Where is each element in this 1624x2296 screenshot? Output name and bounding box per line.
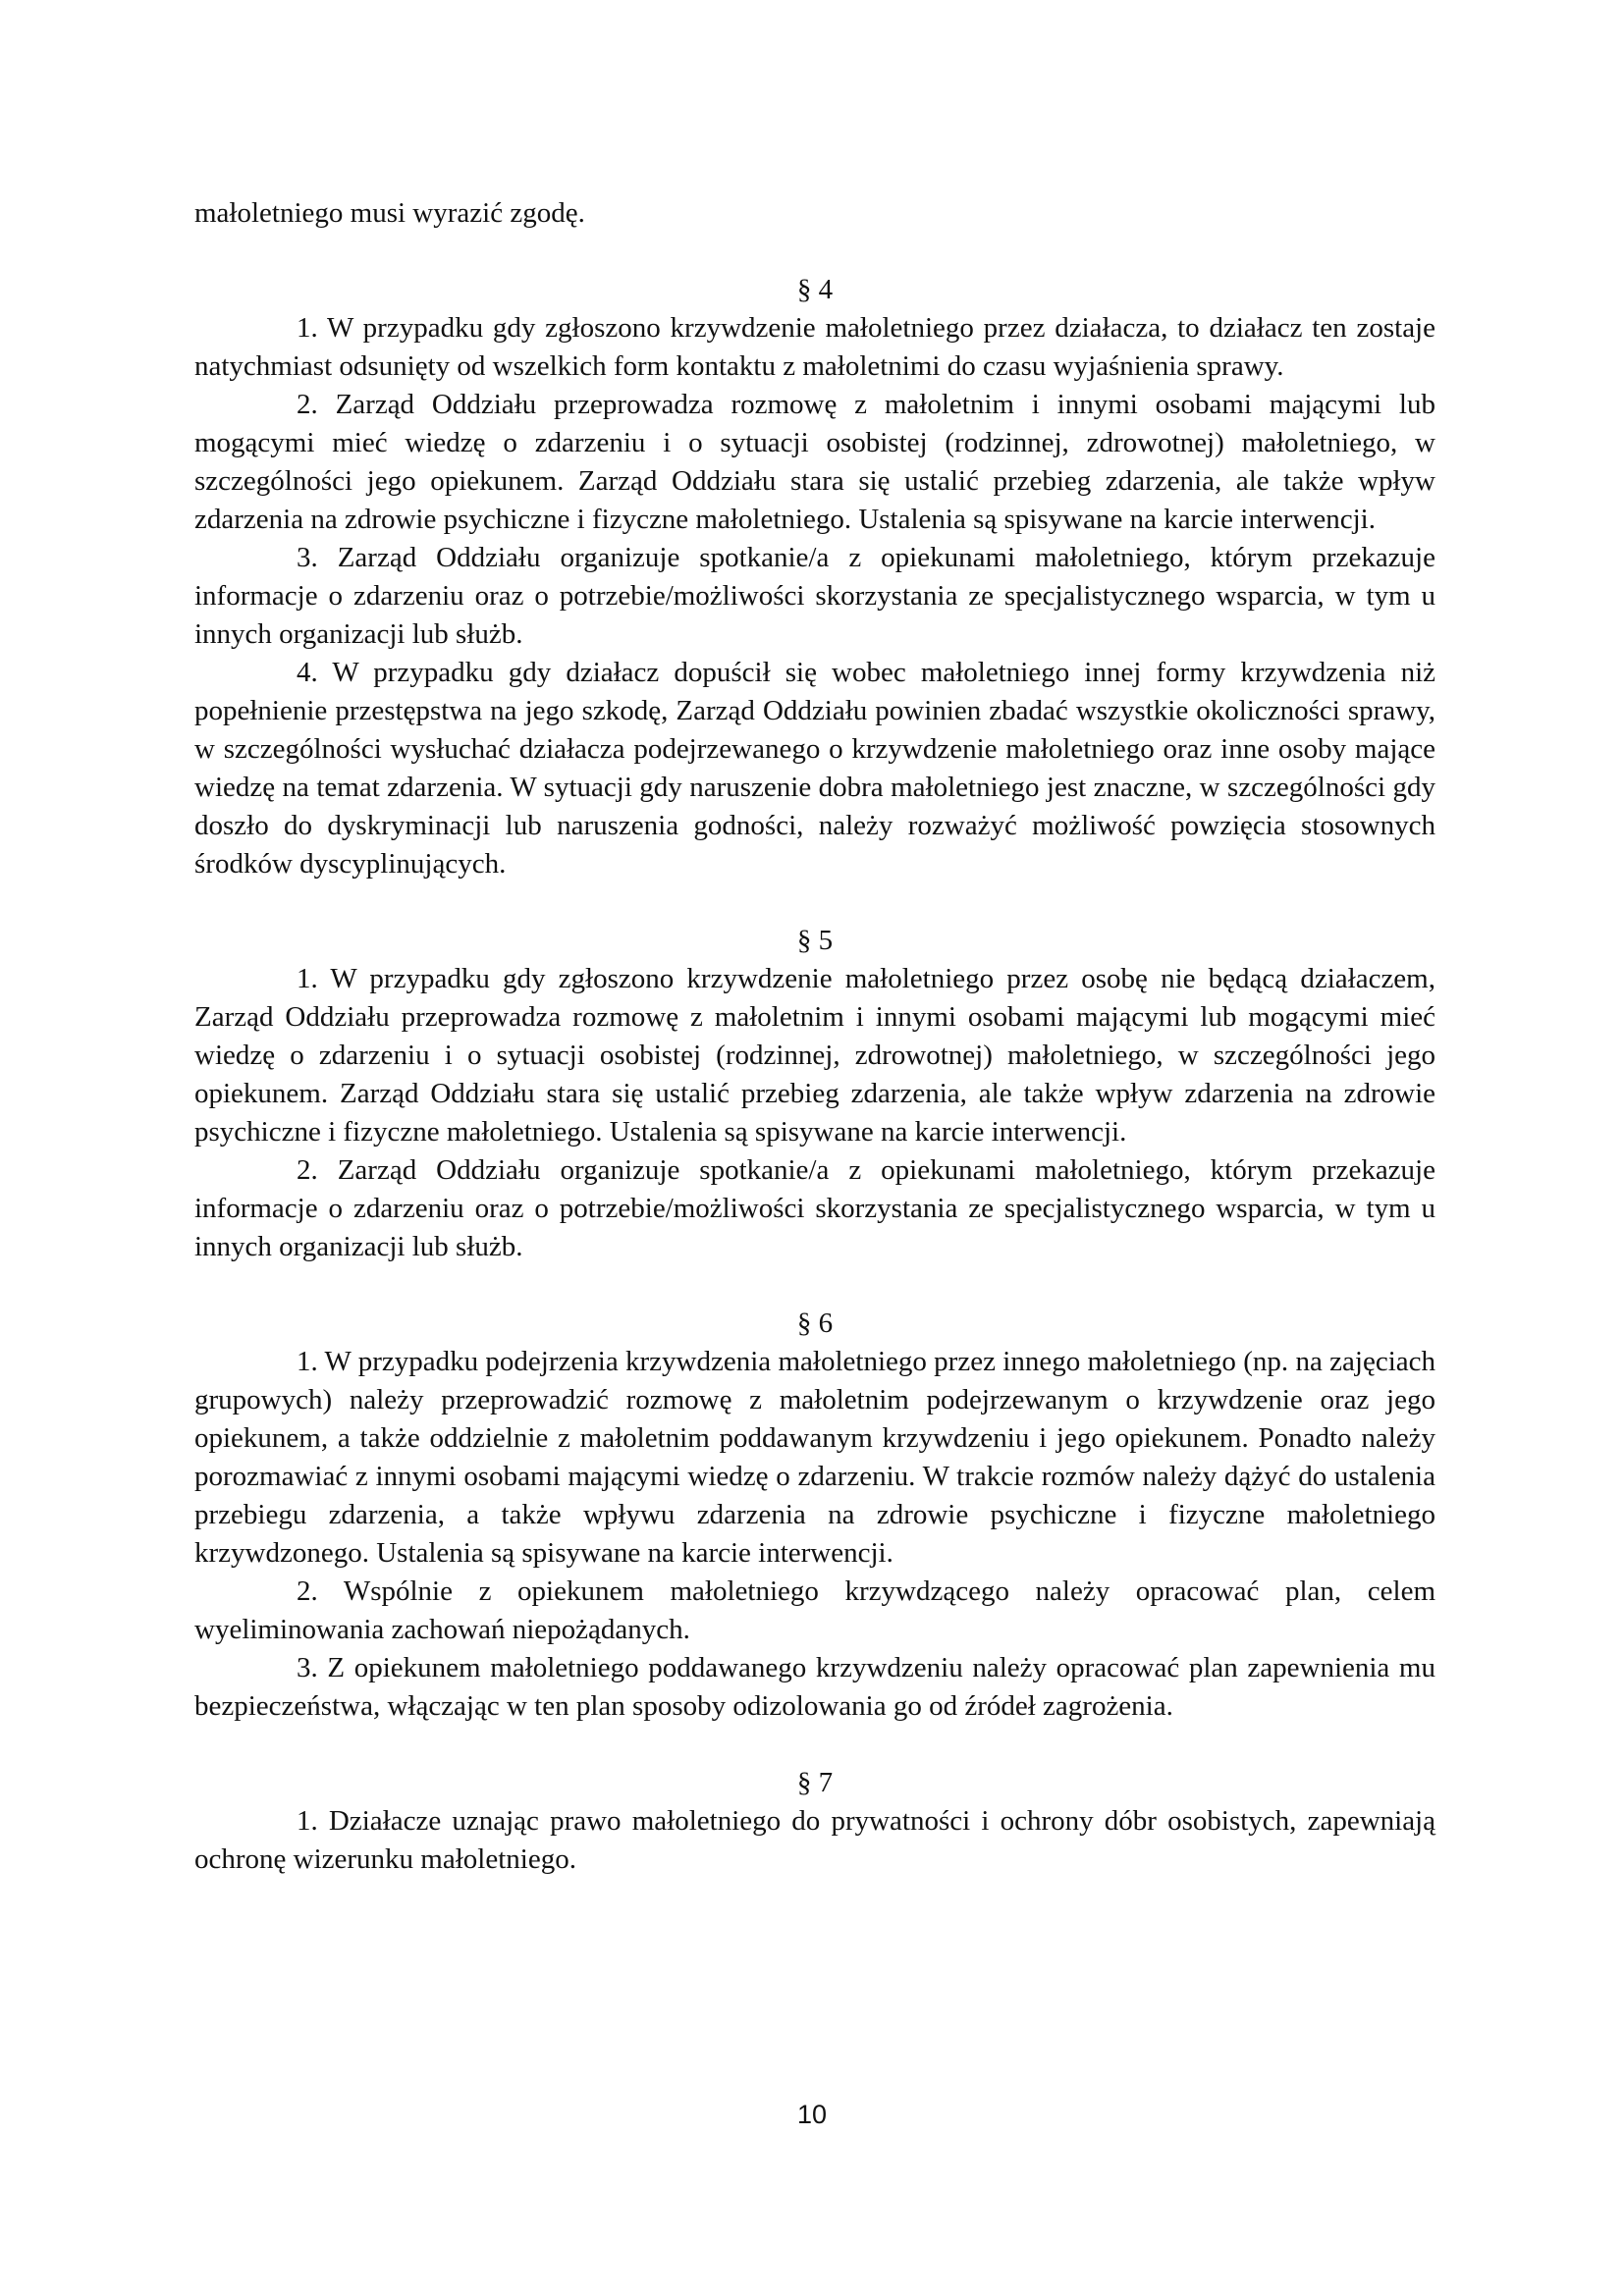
paragraph: 2. Zarząd Oddziału organizuje spotkanie/a z opiekunami małoletniego, którym przekazuje informacje o zdarzeniu oraz o potrzebie/możliwości skorzystania ze specjalistycznego wsparcia, w tym u innych organizacji lub służb.: [194, 1154, 1435, 1262]
section-5: [194, 922, 1435, 1266]
paragraph: 1. W przypadku gdy zgłoszono krzywdzenie małoletniego przez osobę nie będącą działaczem, Zarząd Oddziału przeprowadza rozmowę z małoletnim i innymi osobami mającymi lub mogącymi mieć wiedzę o zdarzeniu i o sytuacji osobistej (rodzinnej, zdrowotnej) małoletniego, w szczególności jego opiekunem. Zarząd Oddziału stara się ustalić przebieg zdarzenia, ale także wpływ zdarzenia na zdrowie psychiczne i fizyczne małoletniego. Ustalenia są spisywane na karcie interwencji.: [194, 963, 1435, 1148]
spacer: [194, 1726, 1435, 1764]
spacer: [194, 1266, 1435, 1305]
continued-text: małoletniego musi wyrazić zgodę.: [194, 197, 585, 229]
paragraph: 1. W przypadku gdy zgłoszono krzywdzenie małoletniego przez działacza, to działacz ten zostaje natychmiast odsunięty od wszelkich form kontaktu z małoletnimi do czasu wyjaśnienia sprawy.: [194, 312, 1435, 382]
section-7: [194, 1764, 1435, 1879]
section-heading: § 7: [796, 1767, 834, 1798]
paragraph: 3. Zarząd Oddziału organizuje spotkanie/a z opiekunami małoletniego, którym przekazuje informacje o zdarzeniu oraz o potrzebie/możliwości skorzystania ze specjalistycznego wsparcia, w tym u innych organizacji lub służb.: [194, 542, 1435, 650]
paragraph: 4. W przypadku gdy działacz dopuścił się wobec małoletniego innej formy krzywdzenia niż popełnienie przestępstwa na jego szkodę, Zarząd Oddziału powinien zbadać wszystkie okoliczności sprawy, w szczególności wysłuchać działacza podejrzewanego o krzywdzenie małoletniego oraz inne osoby mające wiedzę na temat zdarzenia. W sytuacji gdy naruszenie dobra małoletniego jest znaczne, w szczególności gdy doszło do dyskryminacji lub naruszenia godności, należy rozważyć możliwość powzięcia stosownych środków dyscyplinujących.: [194, 657, 1435, 880]
section-heading: § 4: [796, 274, 834, 305]
paragraph: 1. W przypadku podejrzenia krzywdzenia małoletniego przez innego małoletniego (np. na zajęciach grupowych) należy przeprowadzić rozmowę z małoletnim podejrzewanym o krzywdzenie oraz jego opiekunem, a także oddzielnie z małoletnim poddawanym krzywdzeniu i jego opiekunem. Ponadto należy porozmawiać z innymi osobami mającymi wiedzę o zdarzeniu. W trakcie rozmów należy dążyć do ustalenia przebiegu zdarzenia, a także wpływu zdarzenia na zdrowie psychiczne i fizyczne małoletniego krzywdzonego. Ustalenia są spisywane na karcie interwencji.: [194, 1346, 1435, 1569]
page-number: 10: [796, 2100, 828, 2129]
paragraph: 2. Wspólnie z opiekunem małoletniego krzywdzącego należy opracować plan, celem wyeliminowania zachowań niepożądanych.: [194, 1575, 1435, 1645]
section-heading: § 5: [796, 925, 834, 956]
paragraph: 2. Zarząd Oddziału przeprowadza rozmowę z małoletnim i innymi osobami mającymi lub mogącymi mieć wiedzę o zdarzeniu i o sytuacji osobistej (rodzinnej, zdrowotnej) małoletniego, w szczególności jego opiekunem. Zarząd Oddziału stara się ustalić przebieg zdarzenia, ale także wpływ zdarzenia na zdrowie psychiczne i fizyczne małoletniego. Ustalenia są spisywane na karcie interwencji.: [194, 389, 1435, 535]
section-heading: § 6: [796, 1308, 834, 1339]
spacer: [194, 883, 1435, 922]
section-4: [194, 271, 1435, 883]
paragraph: 3. Z opiekunem małoletniego poddawanego krzywdzeniu należy opracować plan zapewnienia mu bezpieczeństwa, włączając w ten plan sposoby odizolowania go od źródeł zagrożenia.: [194, 1652, 1435, 1722]
spacer: [194, 233, 1435, 271]
section-6: [194, 1305, 1435, 1726]
paragraph: 1. Działacze uznając prawo małoletniego do prywatności i ochrony dóbr osobistych, zapewniają ochronę wizerunku małoletniego.: [194, 1805, 1435, 1875]
page-body: [194, 194, 1435, 1879]
